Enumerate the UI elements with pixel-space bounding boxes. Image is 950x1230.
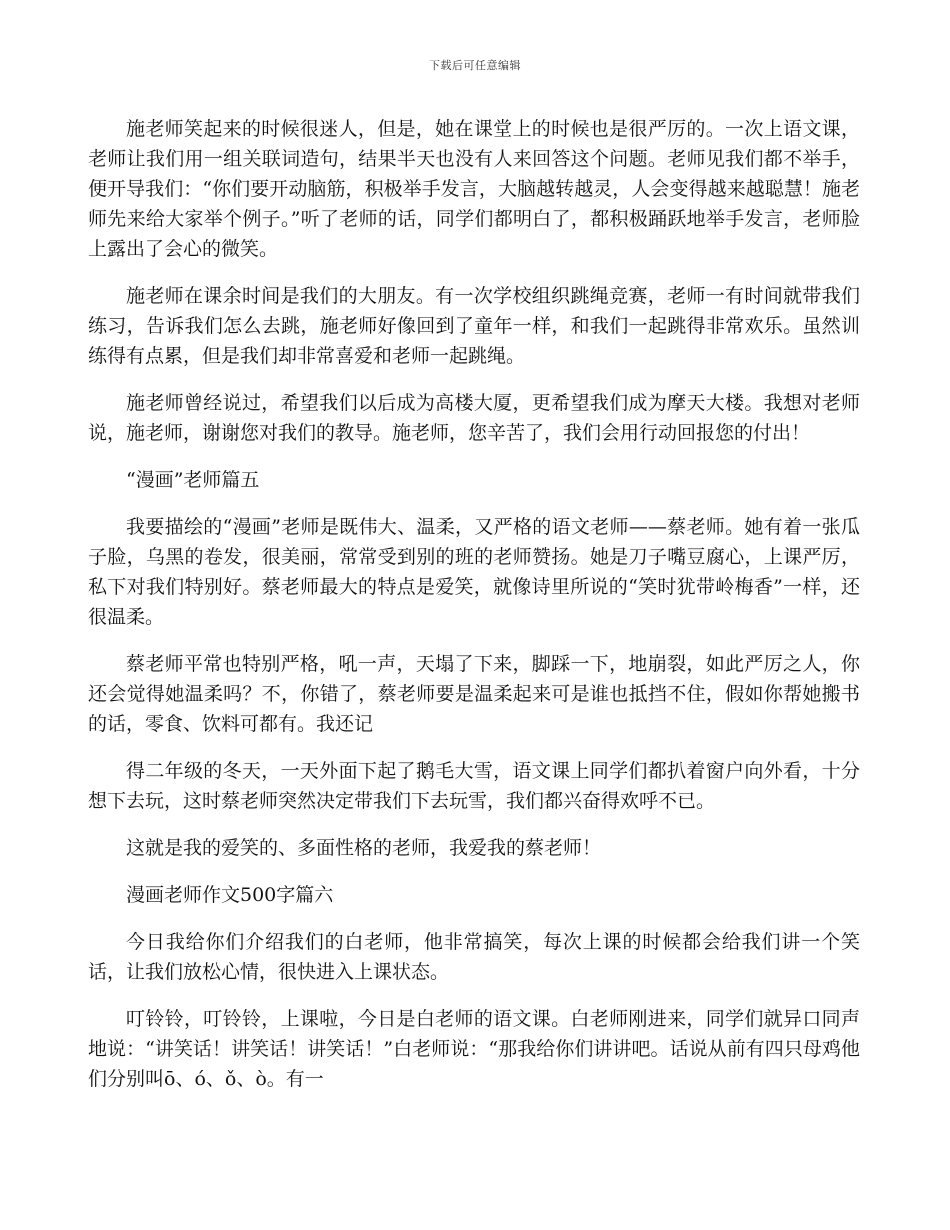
paragraph: 施老师在课余时间是我们的大朋友。有一次学校组织跳绳竞赛，老师一有时间就带我们练习，告诉我们怎么去跳，施老师好像回到了童年一样，和我们一起跳得非常欢乐。虽然训练得有点累，但是我们却非常喜爱和老师一起跳绳。 bbox=[88, 285, 860, 367]
document-body bbox=[88, 114, 860, 1111]
paragraph: 我要描绘的“漫画”老师是既伟大、温柔，又严格的语文老师——蔡老师。她有着一张瓜子脸，乌黑的卷发，很美丽，常常受到别的班的老师赞扬。她是刀子嘴豆腐心，上课严厉，私下对我们特别好。蔡老师最大的特点是爱笑，就像诗里所说的“笑时犹带岭梅香”一样，还很温柔。 bbox=[88, 516, 860, 628]
section-heading: “漫画”老师篇五 bbox=[126, 469, 260, 491]
paragraph: 叮铃铃，叮铃铃，上课啦，今日是白老师的语文课。白老师刚进来，同学们就异口同声地说：“讲笑话！讲笑话！讲笑话！”白老师说：“那我给你们讲讲吧。话说从前有四只母鸡他们分别叫ō、ó、ǒ、ò。有一 bbox=[88, 1008, 860, 1090]
paragraph: 施老师笑起来的时候很迷人，但是，她在课堂上的时候也是很严厉的。一次上语文课，老师让我们用一组关联词造句，结果半天也没有人来回答这个问题。老师见我们都不举手，便开导我们：“你们要开动脑筋，积极举手发言，大脑越转越灵，人会变得越来越聪慧！施老师先来给大家举个例子。”听了老师的话，同学们都明白了，都积极踊跃地举手发言，老师脸上露出了会心的微笑。 bbox=[88, 118, 860, 260]
paragraph: 今日我给你们介绍我们的白老师，他非常搞笑，每次上课的时候都会给我们讲一个笑话，让我们放松心情，很快进入上课状态。 bbox=[88, 931, 860, 983]
paragraph: 蔡老师平常也特别严格，吼一声，天塌了下来，脚踩一下，地崩裂，如此严厉之人，你还会觉得她温柔吗？不，你错了，蔡老师要是温柔起来可是谁也抵挡不住，假如你帮她搬书的话，零食、饮料可都有。我还记 bbox=[88, 653, 860, 735]
page-header-note: 下载后可任意编辑 bbox=[429, 59, 521, 72]
paragraph: 得二年级的冬天，一天外面下起了鹅毛大雪，语文课上同学们都扒着窗户向外看，十分想下去玩，这时蔡老师突然决定带我们下去玩雪，我们都兴奋得欢呼不已。 bbox=[88, 760, 860, 812]
paragraph: 这就是我的爱笑的、多面性格的老师，我爱我的蔡老师！ bbox=[126, 837, 602, 859]
section-heading: 漫画老师作文500字篇六 bbox=[126, 884, 334, 906]
paragraph: 施老师曾经说过，希望我们以后成为高楼大厦，更希望我们成为摩天大楼。我想对老师说，施老师，谢谢您对我们的教导。施老师，您辛苦了，我们会用行动回报您的付出！ bbox=[88, 392, 860, 444]
